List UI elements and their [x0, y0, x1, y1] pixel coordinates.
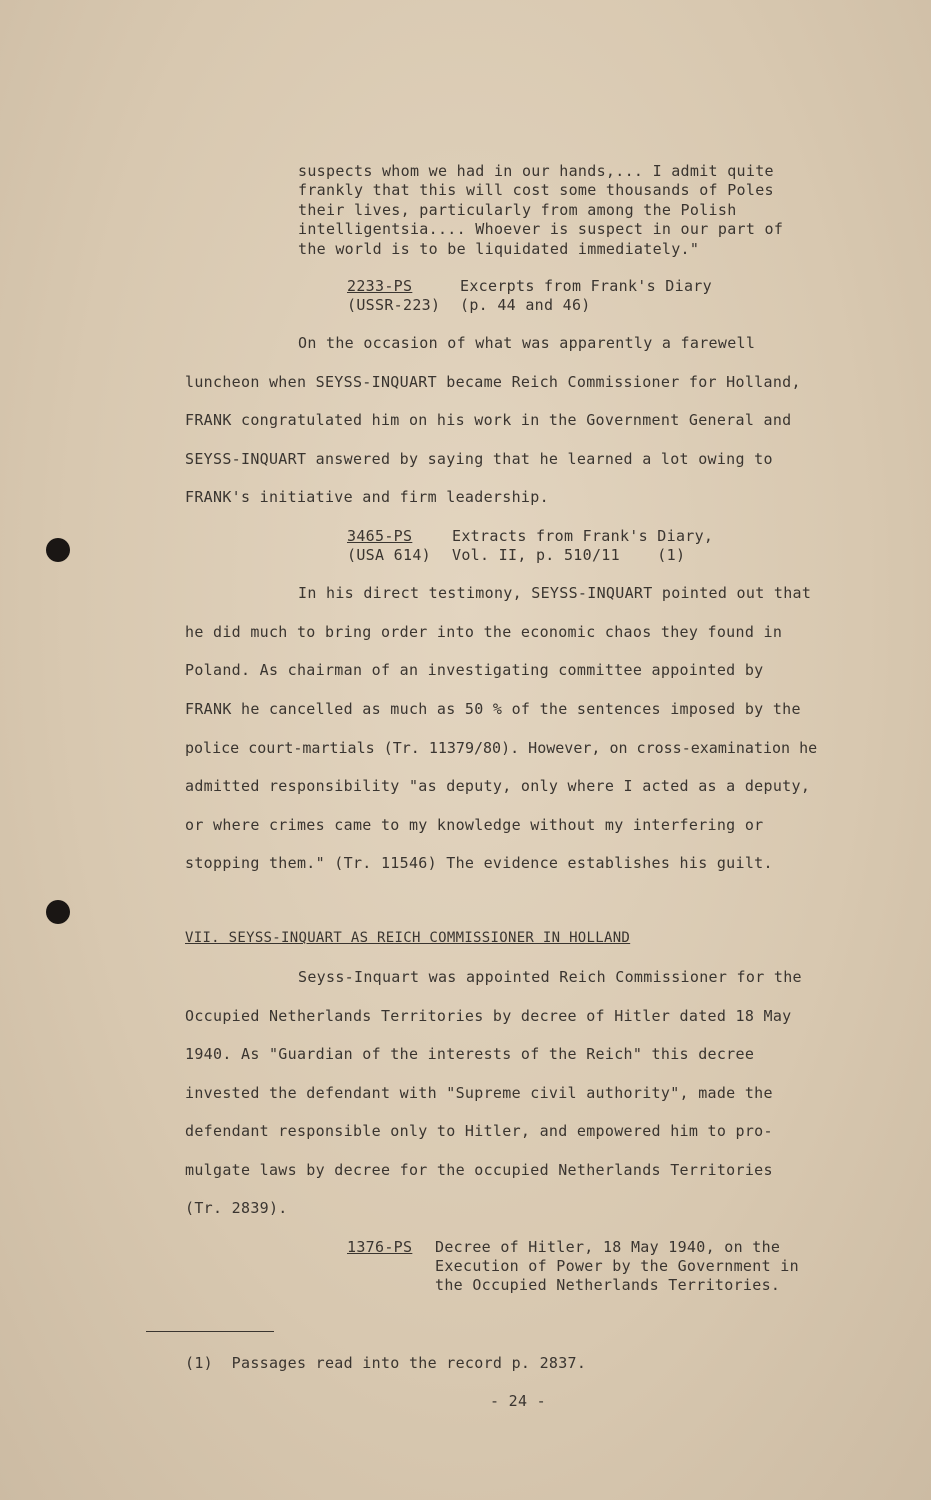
ref1-description: Excerpts from Frank's Diary	[460, 277, 712, 295]
punch-hole-lower	[46, 900, 70, 924]
ref3-description: Execution of Power by the Government in	[435, 1257, 799, 1275]
paragraph-line: FRANK's initiative and firm leadership.	[185, 488, 549, 506]
paragraph-line: 1940. As "Guardian of the interests of the Reich" this decree	[185, 1045, 755, 1063]
punch-hole-upper	[46, 538, 70, 562]
ref2-doc-number: 3465-PS	[347, 527, 413, 545]
ref2-description: Vol. II, p. 510/11 (1)	[452, 546, 686, 564]
ref1-exhibit: (USSR-223)	[347, 296, 441, 314]
paragraph-line: stopping them." (Tr. 11546) The evidence establishes his guilt.	[185, 854, 773, 872]
ref3-description: Decree of Hitler, 18 May 1940, on the	[435, 1238, 781, 1256]
footnote: (1) Passages read into the record p. 2837.	[185, 1354, 587, 1372]
page-number: - 24 -	[490, 1392, 546, 1410]
quote-line: their lives, particularly from among the Polish	[298, 201, 737, 219]
paragraph-line: Seyss-Inquart was appointed Reich Commissioner for the	[298, 968, 802, 986]
quote-line: suspects whom we had in our hands,... I admit quite	[298, 162, 774, 180]
quote-line: intelligentsia.... Whoever is suspect in our part of	[298, 220, 784, 238]
paragraph-line: (Tr. 2839).	[185, 1199, 288, 1217]
paragraph-line: or where crimes came to my knowledge without my interfering or	[185, 816, 764, 834]
quote-line: frankly that this will cost some thousands of Poles	[298, 181, 774, 199]
paragraph-line: luncheon when SEYSS-INQUART became Reich Commissioner for Holland,	[185, 373, 801, 391]
paragraph-line: invested the defendant with "Supreme civil authority", made the	[185, 1084, 773, 1102]
paragraph-line: In his direct testimony, SEYSS-INQUART pointed out that	[298, 584, 812, 602]
ref1-doc-number: 2233-PS	[347, 277, 413, 295]
paragraph-line: Occupied Netherlands Territories by decree of Hitler dated 18 May	[185, 1007, 792, 1025]
ref3-description: the Occupied Netherlands Territories.	[435, 1276, 781, 1294]
quote-line: the world is to be liquidated immediately."	[298, 240, 700, 258]
ref1-description: (p. 44 and 46)	[460, 296, 591, 314]
paragraph-line: SEYSS-INQUART answered by saying that he learned a lot owing to	[185, 450, 773, 468]
ref2-exhibit: (USA 614)	[347, 546, 431, 564]
paragraph-line: FRANK he cancelled as much as 50 % of the sentences imposed by the	[185, 700, 801, 718]
paragraph-line: admitted responsibility "as deputy, only where I acted as a deputy,	[185, 777, 811, 795]
paragraph-line: Poland. As chairman of an investigating committee appointed by	[185, 661, 764, 679]
ref2-description: Extracts from Frank's Diary,	[452, 527, 714, 545]
paragraph-line: he did much to bring order into the economic chaos they found in	[185, 623, 783, 641]
paragraph-line: police court-martials (Tr. 11379/80). However, on cross-examination he	[185, 739, 818, 757]
paragraph-line: FRANK congratulated him on his work in the Government General and	[185, 411, 792, 429]
paragraph-line: defendant responsible only to Hitler, and empowered him to pro-	[185, 1122, 773, 1140]
footnote-rule	[146, 1331, 274, 1332]
ref3-doc-number: 1376-PS	[347, 1238, 413, 1256]
paragraph-line: mulgate laws by decree for the occupied Netherlands Territories	[185, 1161, 773, 1179]
section-heading: VII. SEYSS-INQUART AS REICH COMMISSIONER IN HOLLAND	[185, 930, 631, 946]
paragraph-line: On the occasion of what was apparently a farewell	[298, 334, 756, 352]
